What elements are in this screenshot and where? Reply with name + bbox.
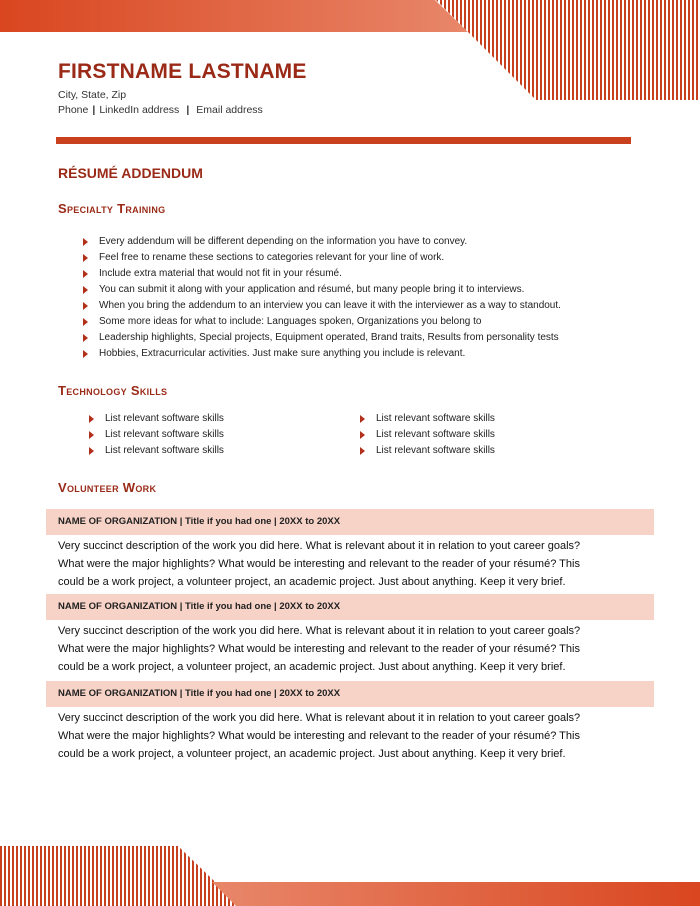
bullet-arrow-icon [89,447,94,455]
top-orange-band [0,0,468,32]
list-item: Some more ideas for what to include: Languages spoken, Organizations you belong to [83,314,561,330]
organization-bar [46,594,654,620]
bullet-arrow-icon [83,270,88,278]
specialty-heading: Specialty Training [58,201,166,216]
organization-bar [46,509,654,535]
list-item: List relevant software skills [360,443,495,459]
candidate-name: FIRSTNAME LASTNAME [58,60,307,83]
list-item: List relevant software skills [89,411,224,427]
technology-list-left [89,411,224,459]
bullet-arrow-icon [83,302,88,310]
work-description: Very succinct description of the work you did here. What is relevant about it in relation to yout career goals? What were the major highlights? What would be interesting and relevant to the reader of your résumé? This could be a work project, a volunteer project, an academic project. Just about anything. Keep it very brief. [58,712,581,760]
header-divider [56,137,631,144]
location-line: City, State, Zip [58,89,127,101]
bullet-arrow-icon [83,350,88,358]
bullet-arrow-icon [360,447,365,455]
bullet-arrow-icon [89,431,94,439]
bullet-arrow-icon [83,238,88,246]
phone-text: Phone [58,104,89,116]
bullet-arrow-icon [360,415,365,423]
work-description: Very succinct description of the work you did here. What is relevant about it in relation to yout career goals? What were the major highlights? What would be interesting and relevant to the reader of your résumé? This could be a work project, a volunteer project, an academic project. Just about anything. Keep it very brief. [58,540,581,588]
list-item: You can submit it along with your application and résumé, but many people bring it to interviews. [83,282,561,298]
contact-line [58,104,263,116]
document-title: RÉSUMÉ ADDENDUM [58,165,203,181]
organization-title: NAME OF ORGANIZATION | Title if you had one | 20XX to 20XX [58,516,341,527]
bullet-arrow-icon [83,334,88,342]
bottom-striped-block [0,846,240,906]
list-item: Leadership highlights, Special projects, Equipment operated, Brand traits, Results from personality tests [83,330,561,346]
list-item: Include extra material that would not fit in your résumé. [83,266,561,282]
separator: | [92,104,96,116]
bottom-orange-band [212,882,700,906]
list-item: List relevant software skills [89,443,224,459]
list-item: List relevant software skills [360,427,495,443]
list-item: Feel free to rename these sections to categories relevant for your line of work. [83,250,561,266]
email-text: Email address [196,104,263,116]
organization-title: NAME OF ORGANIZATION | Title if you had one | 20XX to 20XX [58,688,341,699]
bullet-arrow-icon [89,415,94,423]
list-item: List relevant software skills [360,411,495,427]
work-description: Very succinct description of the work you did here. What is relevant about it in relation to yout career goals? What were the major highlights? What would be interesting and relevant to the reader of your résumé? This could be a work project, a volunteer project, an academic project. Just about anything. Keep it very brief. [58,625,581,673]
volunteer-heading: Volunteer Work [58,480,157,495]
specialty-list [83,234,561,362]
list-item: Hobbies, Extracurricular activities. Just make sure anything you include is relevant. [83,346,561,362]
list-item: Every addendum will be different depending on the information you have to convey. [83,234,561,250]
technology-heading: Technology Skills [58,383,168,398]
top-striped-block [436,0,700,100]
list-item: When you bring the addendum to an interview you can leave it with the interviewer as a way to standout. [83,298,561,314]
organization-title: NAME OF ORGANIZATION | Title if you had one | 20XX to 20XX [58,601,341,612]
list-item: List relevant software skills [89,427,224,443]
organization-bar [46,681,654,707]
technology-list-right [360,411,495,459]
separator: | [186,104,190,116]
bullet-arrow-icon [83,254,88,262]
bullet-arrow-icon [83,318,88,326]
bullet-arrow-icon [83,286,88,294]
linkedin-text: LinkedIn address [99,104,180,116]
bullet-arrow-icon [360,431,365,439]
